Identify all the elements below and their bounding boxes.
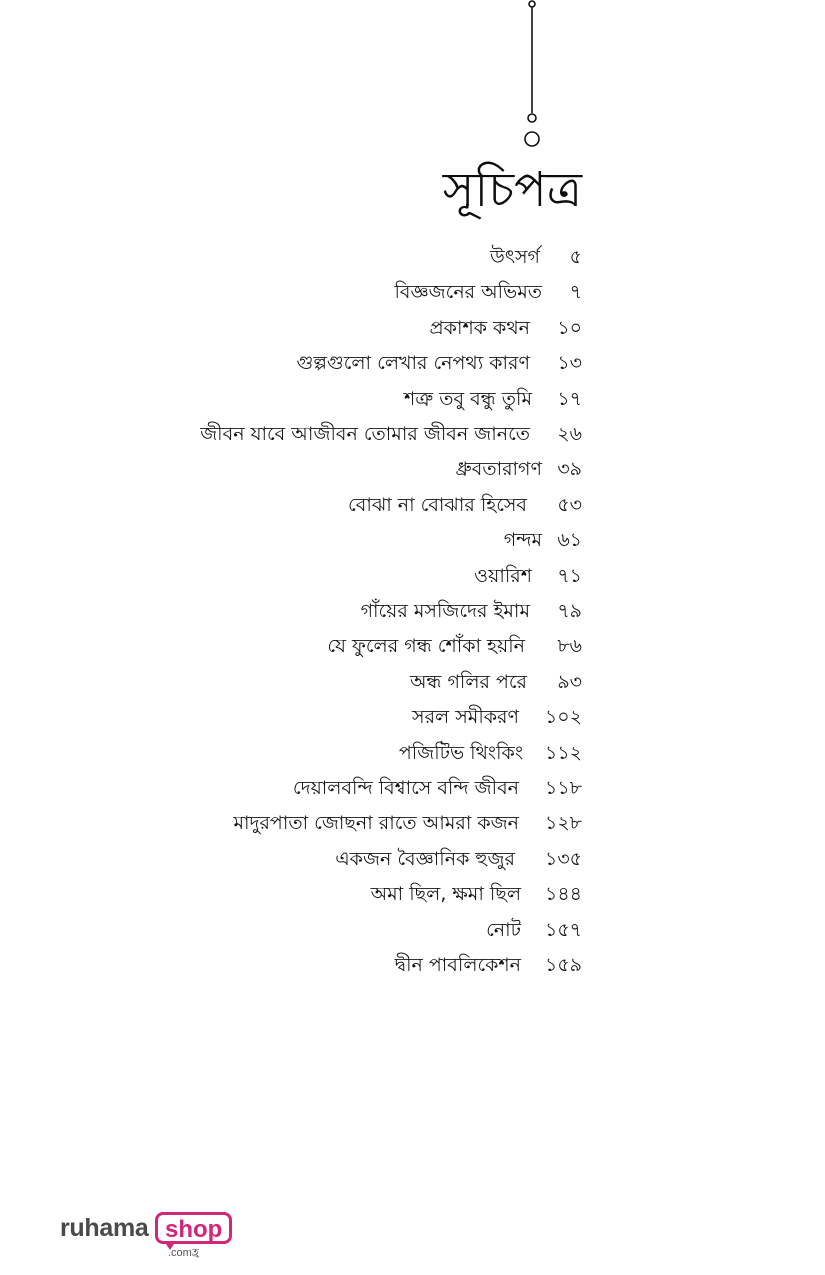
toc-entry-page: ১০২	[544, 706, 582, 729]
page-title: সূচিপত্র	[442, 162, 582, 218]
brand-suffix: .comহ্র	[168, 1247, 199, 1259]
toc-entry-page: ১১২	[544, 741, 582, 764]
hanging-ornament-icon	[519, 0, 547, 150]
toc-entry-title: জীবন যাবে আজীবন তোমার জীবন জানতে	[200, 423, 530, 445]
toc-entry	[0, 948, 825, 983]
toc-entry-title: একজন বৈজ্ঞানিক হুজুর	[335, 847, 515, 870]
toc-entry-page: ১৫৯	[545, 954, 582, 976]
toc-entry	[0, 559, 825, 594]
toc-entry-page: ১২৮	[544, 812, 582, 835]
toc-entry-title: অন্ধ গলির পরে	[409, 670, 527, 693]
toc-entry-title: বোঝা না বোঝার হিসেব	[348, 493, 527, 516]
toc-entry-title: যে ফুলের গন্ধ শোঁকা হয়নি	[327, 635, 525, 658]
toc-entry-page: ১৩	[557, 352, 582, 375]
toc-entry-page: ৬১	[557, 529, 582, 552]
toc-entry	[0, 382, 825, 417]
toc-entry	[0, 665, 825, 700]
toc-entry-title: গন্দম	[503, 529, 542, 552]
toc-entry	[0, 523, 825, 558]
toc-entry-page: ২৬	[557, 423, 582, 445]
toc-entry-title: গাঁয়ের মসজিদের ইমাম	[360, 600, 530, 622]
toc-entry-page: ৭৯	[557, 600, 582, 622]
toc-entry	[0, 877, 825, 912]
toc-entry-page: ৫৩	[557, 493, 582, 516]
toc-entry	[0, 311, 825, 346]
toc-entry-title: সরল সমীকরণ	[412, 706, 519, 729]
toc-entry-page: ৮৬	[557, 635, 582, 658]
toc-entry	[0, 806, 825, 841]
toc-entry-page: ৩৯	[557, 458, 582, 481]
toc-entry-title: মাদুরপাতা জোছনা রাতে আমরা কজন	[233, 812, 519, 835]
toc-entry-page: ১৫৭	[544, 918, 582, 941]
brand-logo	[60, 1212, 230, 1262]
toc-entry-page: ১১৮	[545, 777, 582, 799]
toc-entry	[0, 771, 825, 806]
brand-badge: shop	[155, 1212, 232, 1244]
toc-entry-title: দ্বীন পাবলিকেশন	[394, 954, 521, 976]
toc-entry-page: ১৩৫	[544, 847, 582, 870]
toc-entry-title: গুল্পগুলো লেখার নেপথ্য কারণ	[296, 352, 530, 375]
toc-entry	[0, 417, 825, 452]
toc-entry-title: শত্রু তবু বন্ধু তুমি	[404, 387, 532, 410]
toc-entry	[0, 275, 825, 310]
toc-entry	[0, 240, 825, 275]
toc-entry	[0, 842, 825, 877]
toc-entry	[0, 736, 825, 771]
toc-entry-page: ১৪৪	[545, 883, 582, 906]
toc-entry-title: উৎসর্গ	[490, 246, 540, 268]
toc-entry	[0, 913, 825, 948]
toc-entry-title: নোট	[486, 918, 521, 941]
toc-entry-page: ১৭	[557, 387, 582, 410]
toc-entry-title: দেয়ালবন্দি বিশ্বাসে বন্দি জীবন	[292, 777, 519, 799]
toc-entry-page: ৫	[569, 246, 582, 268]
toc-entry	[0, 700, 825, 735]
toc-entry	[0, 452, 825, 487]
toc-entry-page: ৯৩	[557, 670, 582, 693]
toc-entry-title: ওয়ারিশ	[474, 564, 532, 587]
toc-entry-title: বিজ্ঞজনের অভিমত	[394, 281, 542, 304]
toc-entry-page: ৭১	[557, 564, 582, 587]
toc-entry-title: অমা ছিল, ক্ষমা ছিল	[370, 883, 521, 906]
toc-entry-title: পজিটিভ থিংকিং	[398, 741, 523, 764]
toc-entry	[0, 594, 825, 629]
toc-entry-title: প্রকাশক কথন	[429, 316, 530, 339]
toc-entry	[0, 346, 825, 381]
toc-entry	[0, 629, 825, 664]
toc-entry-title: ধ্রুবতারাগণ	[455, 458, 542, 481]
toc-entry	[0, 488, 825, 523]
toc-entry-page: ৭	[569, 281, 582, 304]
brand-name: ruhama	[60, 1214, 149, 1242]
toc-entry-page: ১০	[557, 316, 582, 339]
